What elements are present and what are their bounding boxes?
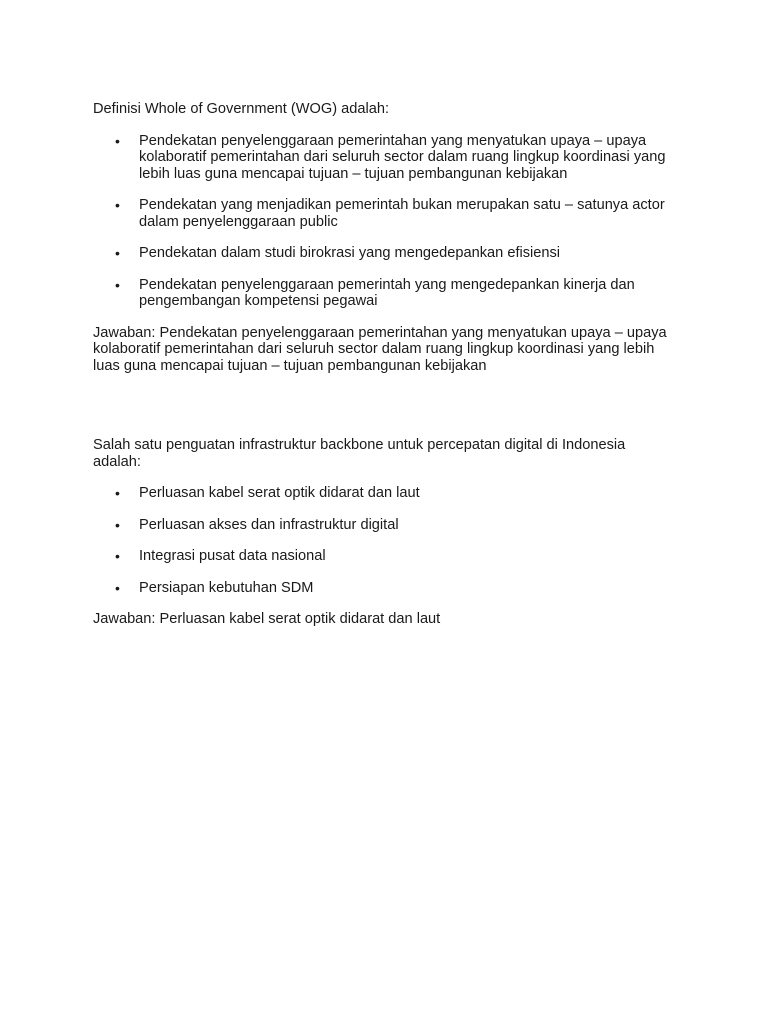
bullet-icon: • — [115, 548, 120, 564]
option-text: Pendekatan penyelenggaraan pemerintahan yang menyatukan upaya – upaya kolaboratif pemerintahan dari seluruh sector dalam ruang lingkup koordinasi yang lebih luas guna mencapai tujuan – tujuan pembangunan kebijakan — [139, 132, 666, 182]
bullet-icon: • — [115, 276, 120, 293]
option-item — [93, 548, 673, 565]
option-item — [93, 580, 673, 597]
option-text: Perluasan akses dan infrastruktur digital — [139, 516, 399, 533]
question-2-prompt: Salah satu penguatan infrastruktur backbone untuk percepatan digital di Indonesia adalah: — [93, 437, 626, 470]
option-text: Pendekatan yang menjadikan pemerintah bukan merupakan satu – satunya actor dalam penyelenggaraan public — [139, 197, 665, 230]
question-2-answer: Jawaban: Perluasan kabel serat optik didarat dan laut — [93, 611, 441, 627]
option-item — [93, 277, 673, 310]
question-1 — [93, 101, 673, 374]
option-text: Perluasan kabel serat optik didarat dan laut — [139, 485, 420, 501]
question-2-options — [93, 485, 673, 596]
bullet-icon: • — [115, 516, 120, 533]
option-text: Pendekatan penyelenggaraan pemerintah yang mengedepankan kinerja dan pengembangan kompetensi pegawai — [139, 276, 635, 309]
question-1-answer: Jawaban: Pendekatan penyelenggaraan pemerintahan yang menyatukan upaya – upaya kolaboratif pemerintahan dari seluruh sector dalam ruang lingkup koordinasi yang lebih luas guna mencapai tujuan – tujuan pembangunan kebijakan — [93, 324, 667, 374]
bullet-icon: • — [115, 132, 120, 149]
question-2 — [93, 437, 673, 628]
bullet-icon: • — [115, 579, 120, 596]
question-1-prompt: Definisi Whole of Government (WOG) adalah: — [93, 101, 390, 117]
option-item — [93, 197, 673, 230]
option-item — [93, 517, 673, 534]
option-text: Persiapan kebutuhan SDM — [139, 579, 314, 596]
option-text: Pendekatan dalam studi birokrasi yang mengedepankan efisiensi — [139, 245, 561, 261]
option-item — [93, 245, 673, 262]
option-text: Integrasi pusat data nasional — [139, 548, 326, 564]
bullet-icon: • — [115, 197, 120, 213]
option-item — [93, 133, 673, 183]
question-1-options — [93, 133, 673, 310]
bullet-icon: • — [115, 245, 120, 261]
option-item — [93, 485, 673, 502]
bullet-icon: • — [115, 485, 120, 501]
